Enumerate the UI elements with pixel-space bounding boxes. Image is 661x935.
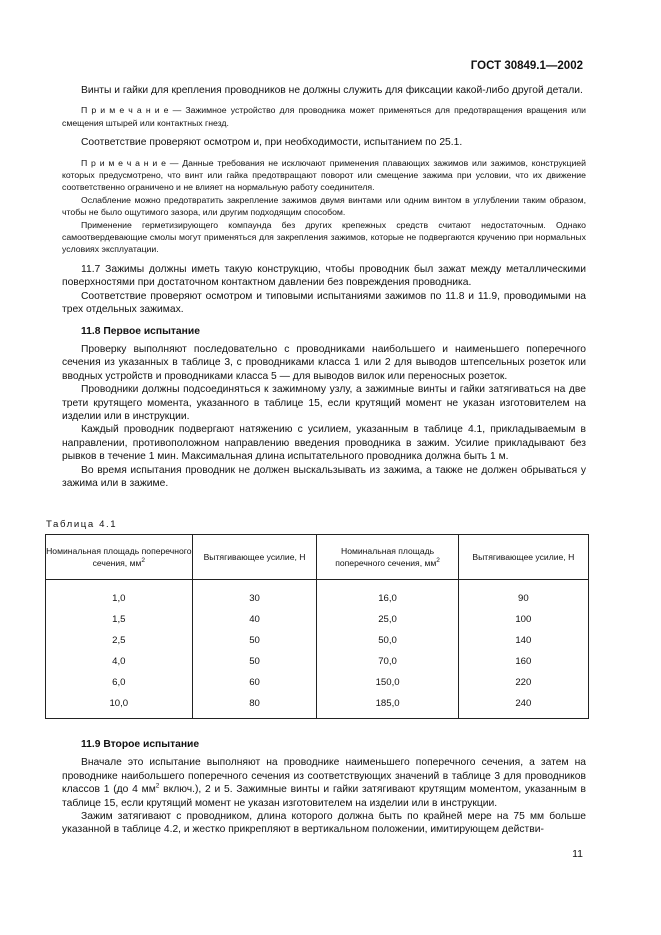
paragraph-screws: Винты и гайки для крепления проводников не должны служить для фиксации какой-либо другой детали. [81, 85, 583, 96]
header-area-1: Номинальная площадь поперечного сечения, $мм^2$ [46, 535, 193, 580]
paragraph-tension: Каждый проводник подвергают натяжению с усилием, указанным в таблице 4.1, прикладываемым в направлении, противоположном направлению введения проводника в зажим. Усилие прикладывают без рывков в течение 1 мин. Максимальная длина испытательного проводника должна быть 1 м. [62, 424, 586, 463]
table-cell: 160 [458, 651, 588, 672]
table-row [46, 672, 589, 693]
table-cell: 50 [192, 651, 317, 672]
table-header-row [46, 535, 589, 580]
note-text: — Зажимное устройство для проводника может применяться для предотвращения вращения или смещения штырей или контактных гнезд. [62, 105, 586, 128]
paragraph-compliance-11-8: Соответствие проверяют осмотром и типовыми испытаниями зажимов по 11.8 и 11.9, проводимыми на трех отдельных зажимах. [62, 290, 586, 316]
table-row [46, 693, 589, 719]
table-cell: 40 [192, 609, 317, 630]
table-cell: 6,0 [46, 672, 193, 693]
note-label: П р и м е ч а н и е [81, 157, 166, 168]
table-cell: 50,0 [317, 630, 458, 651]
header-force-1: Вытягивающее усилие, Н [192, 535, 317, 580]
table-cell: 2,5 [46, 630, 193, 651]
table-cell: 220 [458, 672, 588, 693]
table-4-1 [45, 534, 589, 719]
paragraph-conductors-connect: Проводники должны подсоединяться к зажимному узлу, а зажимные винты и гайки затягиваться на две трети крутящего момента, указанного в таблице 15, если крутящий момент не указан изготовителем на изделии или в инструкции. [62, 384, 586, 422]
table-cell: 60 [192, 672, 317, 693]
heading-11-9: 11.9 Второе испытание [81, 739, 200, 750]
heading-11-8: 11.8 Первое испытание [81, 325, 200, 337]
table-cell: 150,0 [317, 672, 458, 693]
table-cell: 16,0 [317, 580, 458, 610]
second-test-section [62, 738, 586, 837]
paragraph-no-slip: Во время испытания проводник не должен выскальзывать из зажима, а также не должен обрываться у зажима или в зажиме. [62, 464, 586, 489]
paragraph-compliance-25-1: Соответствие проверяют осмотром и, при необходимости, испытанием по 25.1. [81, 137, 463, 149]
table-caption: Таблица 4.1 [46, 519, 118, 530]
note-floating-clamps [62, 157, 586, 194]
note-compound: Применение герметизирующего компаунда без других крепежных средств считают недостаточным. Однако самоотвердевающие смолы могут применяться для закрепления зажимов, которые не подвергаются кручению при нормальных условиях эксплуатации. [62, 219, 586, 255]
table-cell: 185,0 [317, 693, 458, 719]
table-row [46, 651, 589, 672]
table-row [46, 580, 589, 610]
table-cell: 1,0 [46, 580, 193, 610]
main-text [62, 84, 586, 490]
table-cell: 1,5 [46, 609, 193, 630]
document-code: ГОСТ 30849.1—2002 [470, 60, 583, 72]
note-label: П р и м е ч а н и е [81, 105, 169, 116]
note-clamping-device [62, 104, 586, 129]
table-cell: 50 [192, 630, 317, 651]
page-number: 11 [572, 848, 583, 860]
paragraph-check-sequence: Проверку выполняют последовательно с проводниками наибольшего и наименьшего поперечного сечения из указанных в таблице 3, с проводниками класса 1 или 2 для выводов штепсельных розеток или вводных устройств и проводниками класса 5 — для выводов вилок или переносных розеток. [62, 343, 586, 382]
table-cell: 70,0 [317, 651, 458, 672]
table-cell: 100 [458, 609, 588, 630]
table-cell: 10,0 [46, 693, 193, 719]
note-text: — Данные требования не исключают применения плавающих зажимов или зажимов, конструкцией которых предусмотрено, что винт или гайка предотвращают поворот или смещение зажима при условии, что их движение соответственно ограничено и не влияет на нормальную работу соединителя. [62, 157, 586, 193]
table-cell: 80 [192, 693, 317, 719]
table-cell: 90 [458, 580, 588, 610]
table-cell: 140 [458, 630, 588, 651]
paragraph-11-7: 11.7 Зажимы должны иметь такую конструкцию, чтобы проводник был зажат между металлическими поверхностями при достаточном контактном давлении без повреждения проводника. [62, 263, 586, 289]
table-row [46, 609, 589, 630]
table-cell: 30 [192, 580, 317, 610]
table-cell: 240 [458, 693, 588, 719]
table-row [46, 630, 589, 651]
note-loosening: Ослабление можно предотвратить закрепление зажимов двумя винтами или одним винтом в углублении таким образом, чтобы не было ощутимого зазора, или другим подходящим способом. [62, 194, 586, 218]
table-cell: 4,0 [46, 651, 193, 672]
paragraph-second-test: Вначале это испытание выполняют на проводнике наименьшего поперечного сечения, а затем на проводнике наибольшего поперечного сечения из соответствующих значений в таблице 3 для проводников классов 1 (до 4 $мм^2$ включ.), 2 и 5. Зажимные винты и гайки затягивают крутящим моментом, указанным в таблице 15, если крутящий момент не указан изготовителем на изделии или в инструкции. [62, 757, 587, 809]
table-cell: 25,0 [317, 609, 458, 630]
paragraph-clamp-tighten: Зажим затягивают с проводником, длина которого должна быть по крайней мере на 75 мм больше указанной в таблице 4.2, и жестко прикрепляют в вертикальном положении, имитирующем действи- [62, 811, 586, 836]
header-area-2: Номинальная площадь поперечного сечения, $мм^2$ [317, 535, 458, 580]
header-force-2: Вытягивающее усилие, Н [458, 535, 588, 580]
